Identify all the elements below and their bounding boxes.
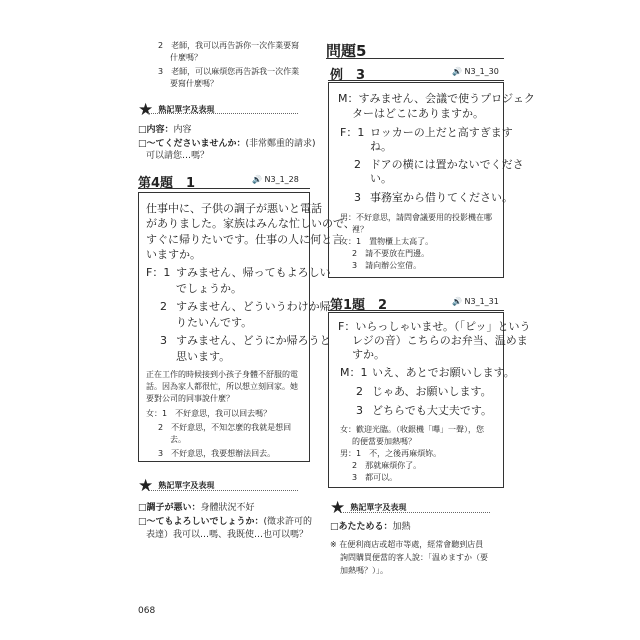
option-text: いえ、あとでお願いします。 [372,366,515,379]
translation-line: 3 請向辦公室借。 [352,261,422,270]
vocab-label: 熟記單字及表現 [350,503,407,512]
option-number: 2 [356,385,363,398]
vocab-item-cont: 可以請您…嗎？ [146,151,210,161]
option-text: どちらでも大丈夫です。 [372,404,493,417]
question-text: いますか。 [146,248,201,261]
translation-line: 男：1 不，之後再麻煩妳。 [340,449,442,458]
answer-line: 女：1 不好意思，我可以回去嗎？ [146,409,272,418]
divider [148,490,298,491]
option-text: すみません、どういうわけか帰 [176,300,331,313]
translation-line: 女：歡迎光臨。（收銀機「嗶」一聲），您 [340,425,484,434]
answer-line: 去。 [170,435,186,444]
option-number: 3 [356,404,363,417]
option-text: でしょうか。 [176,282,242,295]
translation-line: 要對公司的同事說什麼？ [146,394,234,403]
vocab-header-3 [330,498,406,517]
translation-line: 女：1 置物櫃上太高了。 [340,237,434,246]
option-text: 思います。 [176,350,231,363]
translation-line: 裡？ [352,225,368,234]
divider [138,188,310,189]
vocab-item: □調子が悪い：身體狀況不好 [138,503,255,513]
option-text: りたいんです。 [176,316,253,329]
question-text: レジの音）こちらのお弁当、温めま [352,334,528,347]
answer-line: 3 不好意思，我要想辦法回去。 [158,449,276,458]
example-title: 例 3 [330,68,366,83]
audio-track: 🔊 N3_1_30 [452,67,499,76]
audio-track: 🔊 N3_1_31 [452,297,499,306]
question-text: M：すみません、会議で使うプロジェク [338,92,535,105]
answer-line: 2 不好意思，不知怎麼的我就是想回 [158,423,292,432]
star-icon: ★ [330,498,346,518]
translation-line: 的便當要加熱嗎？ [352,437,416,446]
option-number: 2 [160,300,167,313]
option-number: F：1 [146,266,171,279]
option-text: すみません、帰ってもよろしい [176,266,331,279]
prev-answer-2-cont: 什麼嗎？ [170,53,202,62]
vocab-header-2 [138,476,214,495]
translation-line: 2 請不要放在門邊。 [352,249,430,258]
prev-answer-3: 3 老師，可以麻煩您再告訴我一次作業 [158,67,300,76]
option-text: じゃあ、お願いします。 [372,385,492,398]
divider [326,58,504,59]
note-line: ※ 在便利商店或超市等處，經常會聽到店員 [330,540,484,549]
option-number: 3 [354,191,361,204]
divider [340,512,490,513]
divider [328,80,504,81]
star-icon: ★ [138,100,154,120]
question-text: F：いらっしゃいませ。（「ピッ」という [338,320,531,333]
question-text: がありました。家族はみんな忙しいので、 [146,217,355,230]
question-text: 仕事中に、子供の調子が悪いと電話 [146,202,322,215]
question-text: ターはどこにありますか。 [352,107,484,120]
note-line: 詢問購買便當的客人說：「温めますか（要 [340,553,488,562]
vocab-item: □〜てくださいませんか：(非常鄭重的請求) [138,139,316,149]
vocab-item: □〜てもよろしいでしょうか：(徵求許可的 [138,517,313,527]
speaker-icon: 🔊 [252,175,262,184]
vocab-header-1 [138,100,214,119]
option-number: M：1 [340,366,368,379]
prev-answer-2: 2 老師，我可以再告訴你一次作業要寫 [158,41,300,50]
page-number: 068 [138,606,156,616]
question-text: すか。 [352,348,385,361]
vocab-label: 熟記單字及表現 [158,481,215,490]
translation-line: 2 那就麻煩你了。 [352,461,422,470]
option-text: すみません、どうにか帰ろうと [176,334,331,347]
prev-answer-3-cont: 要寫什麼嗎？ [170,79,218,88]
translation-line: 3 都可以。 [352,473,398,482]
translation-line: 話。因為家人都很忙，所以想立刻回家。她 [146,382,298,391]
vocab-item-cont: 表達）我可以…嗎、我既使…也可以嗎？ [146,530,309,540]
translation-line: 男：不好意思，請問會議要用的投影機在哪 [340,213,492,222]
option-number: 2 [354,158,361,171]
vocab-label: 熟記單字及表現 [158,105,215,114]
speaker-icon: 🔊 [452,297,462,306]
vocab-item: □内容：内容 [138,125,192,135]
option-text: ロッカーの上だと高すぎます [370,126,513,139]
divider [148,113,298,114]
question-title: 第1題 2 [330,298,388,313]
section-title: 問題5 [326,42,367,60]
note-line: 加熱嗎？）」。 [340,566,388,575]
option-number: 3 [160,334,167,347]
translation-line: 正在工作的時候接到小孩子身體不舒服的電 [146,370,298,379]
question-text: すぐに帰りたいです。仕事の人に何と言 [146,233,344,246]
option-text: ね。 [370,140,392,153]
speaker-icon: 🔊 [452,67,462,76]
option-number: F：1 [340,126,365,139]
option-text: 事務室から借りてください。 [370,191,513,204]
vocab-item: □あたためる：加熱 [330,522,411,532]
question-title: 第4題 1 [138,176,196,191]
option-text: ドアの横には置かないでくださ [370,158,524,171]
star-icon: ★ [138,476,154,496]
divider [328,310,504,311]
option-text: い。 [370,172,392,185]
audio-track: 🔊 N3_1_28 [252,175,299,184]
